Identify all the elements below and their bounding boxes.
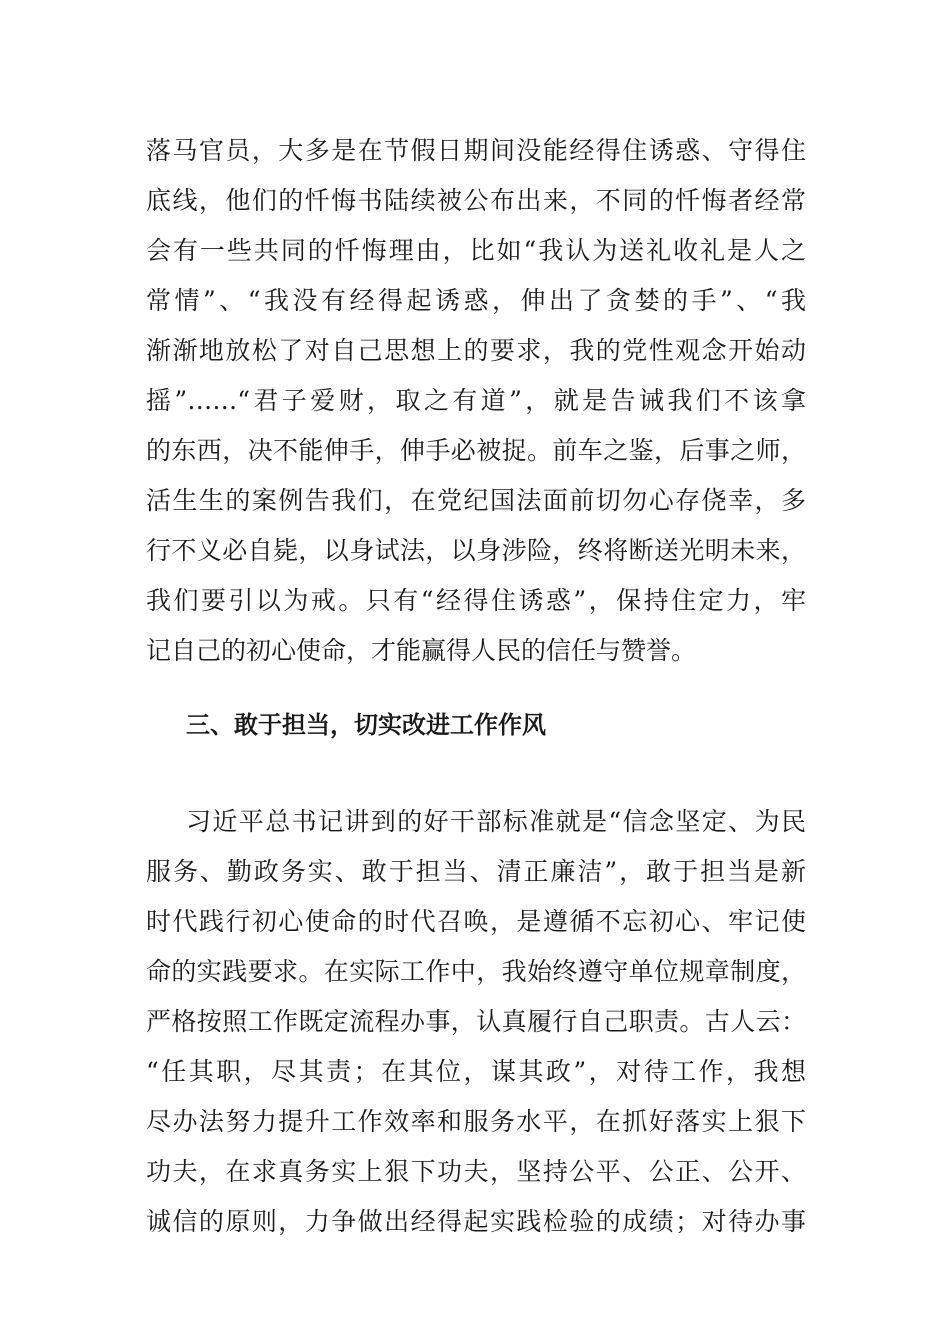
paragraph-line: 严格按照工作既定流程办事，认真履行自己职责。古人云： [146,1007,806,1036]
paragraph-line: 活生生的案例告我们，在党纪国法面前切勿心存侥幸，多 [146,486,806,515]
paragraph-line: 落马官员，大多是在节假日期间没能经得住诱惑、守得住 [146,136,806,165]
paragraph-line: 摇”……“君子爱财，取之有道”，就是告诫我们不该拿 [146,386,806,415]
paragraph-line: 诚信的原则，力争做出经得起实践检验的成绩；对待办事 [146,1207,806,1236]
paragraph-line: 命的实践要求。在实际工作中，我始终遵守单位规章制度， [146,957,806,986]
paragraph-line: 会有一些共同的忏悔理由，比如“我认为送礼收礼是人之 [146,236,806,265]
paragraph-line: 底线，他们的忏悔书陆续被公布出来，不同的忏悔者经常 [146,186,806,215]
paragraph-line: 行不义必自毙，以身试法，以身涉险，终将断送光明未来， [146,536,806,565]
paragraph-line: 功夫，在求真务实上狠下功夫，坚持公平、公正、公开、 [146,1157,806,1186]
paragraph-line: 我们要引以为戒。只有“经得住诱惑”，保持住定力，牢 [146,586,806,615]
paragraph-line: 常情”、“我没有经得起诱惑，伸出了贪婪的手”、“我 [146,286,806,315]
paragraph-line: 尽办法努力提升工作效率和服务水平，在抓好落实上狠下 [146,1107,806,1136]
paragraph-line: 渐渐地放松了对自己思想上的要求，我的党性观念开始动 [146,336,806,365]
paragraph-last-line: 记自己的初心使命，才能赢得人民的信任与赞誉。 [146,636,697,665]
paragraph-first-line: 习近平总书记讲到的好干部标准就是“信念坚定、为民 [186,807,806,836]
paragraph-line: 时代践行初心使命的时代召唤，是遵循不忘初心、牢记使 [146,907,806,936]
paragraph-line: 的东西，决不能伸手，伸手必被捉。前车之鉴，后事之师， [146,436,806,465]
paragraph-line: “任其职，尽其责；在其位，谋其政”，对待工作，我想 [146,1057,806,1086]
section-heading: 三、敢于担当，切实改进工作作风 [186,711,546,739]
paragraph-line: 服务、勤政务实、敢于担当、清正廉洁”，敢于担当是新 [146,857,806,886]
